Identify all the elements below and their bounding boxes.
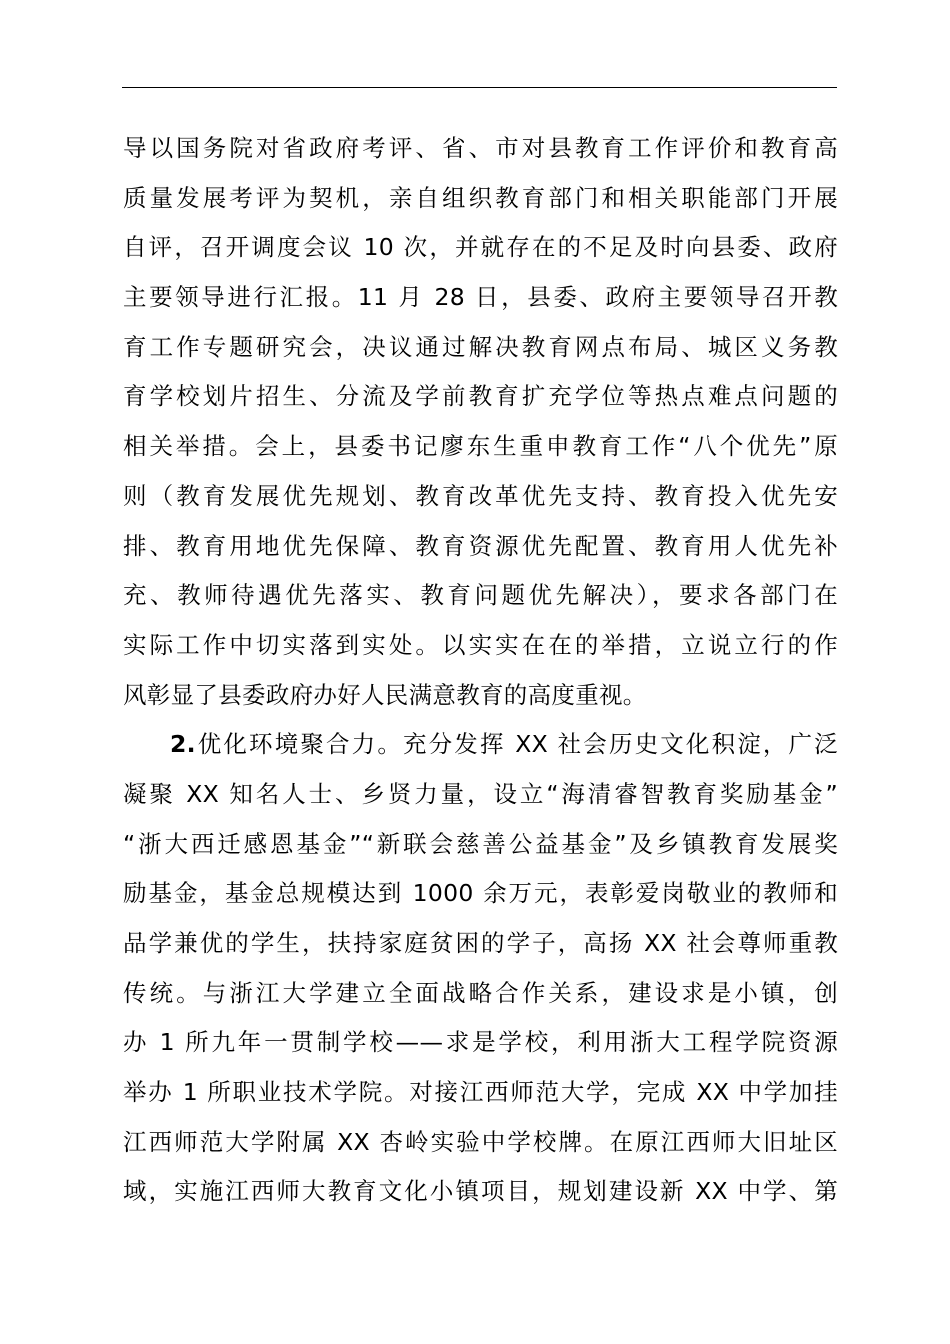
text-line: 充、教师待遇优先落实、教育问题优先解决），要求各部门在 [123, 581, 838, 610]
text-line: 举办 1 所职业技术学院。对接江西师范大学，完成 XX 中学加挂 [123, 1078, 838, 1107]
text-line: 风彰显了县委政府办好人民满意教育的高度重视。 [123, 680, 647, 709]
section-heading-text: 优化环境聚合力。充分发挥 XX 社会历史文化积淀，广泛 [195, 730, 838, 759]
text-line: 育工作专题研究会，决议通过解决教育网点布局、城区义务教 [123, 332, 838, 361]
section-number: 2. [170, 730, 196, 759]
text-line: 实际工作中切实落到实处。以实实在在的举措，立说立行的作 [123, 630, 838, 659]
paragraph-1 [123, 124, 838, 720]
paragraph-2-first-line [123, 720, 838, 770]
text-line: 排、教育用地优先保障、教育资源优先配置、教育用人优先补 [123, 531, 838, 560]
text-line: 主要领导进行汇报。11 月 28 日，县委、政府主要领导召开教 [123, 283, 838, 312]
text-line: 自评，召开调度会议 10 次，并就存在的不足及时向县委、政府 [123, 233, 838, 262]
text-line: 质量发展考评为契机，亲自组织教育部门和相关职能部门开展 [123, 183, 838, 212]
document-body [123, 124, 838, 1217]
text-line: 品学兼优的学生，扶持家庭贫困的学子，高扬 XX 社会尊师重教 [123, 929, 838, 957]
text-line: 相关举措。会上，县委书记廖东生重申教育工作“八个优先”原 [123, 432, 838, 461]
header-rule [122, 87, 837, 88]
text-line: 导以国务院对省政府考评、省、市对县教育工作评价和教育高 [123, 134, 838, 162]
text-line: 办 1 所九年一贯制学校——求是学校，利用浙大工程学院资源 [123, 1028, 838, 1057]
text-line: “浙大西迁感恩基金”“新联会慈善公益基金”及乡镇教育发展奖 [123, 829, 838, 858]
text-line: 江西师范大学附属 XX 杏岭实验中学校牌。在原江西师大旧址区 [123, 1127, 838, 1156]
text-line: 则（教育发展优先规划、教育改革优先支持、教育投入优先安 [123, 481, 838, 510]
text-line: 域，实施江西师大教育文化小镇项目，规划建设新 XX 中学、第 [123, 1177, 838, 1206]
text-line: 传统。与浙江大学建立全面战略合作关系，建设求是小镇，创 [123, 978, 838, 1007]
text-line: 励基金，基金总规模达到 1000 余万元，表彰爱岗敬业的教师和 [123, 879, 838, 908]
text-line: 凝聚 XX 知名人士、乡贤力量，设立“海清睿智教育奖励基金” [123, 779, 838, 808]
text-line: 育学校划片招生、分流及学前教育扩充学位等热点难点问题的 [123, 382, 838, 411]
paragraph-2 [123, 720, 838, 1217]
